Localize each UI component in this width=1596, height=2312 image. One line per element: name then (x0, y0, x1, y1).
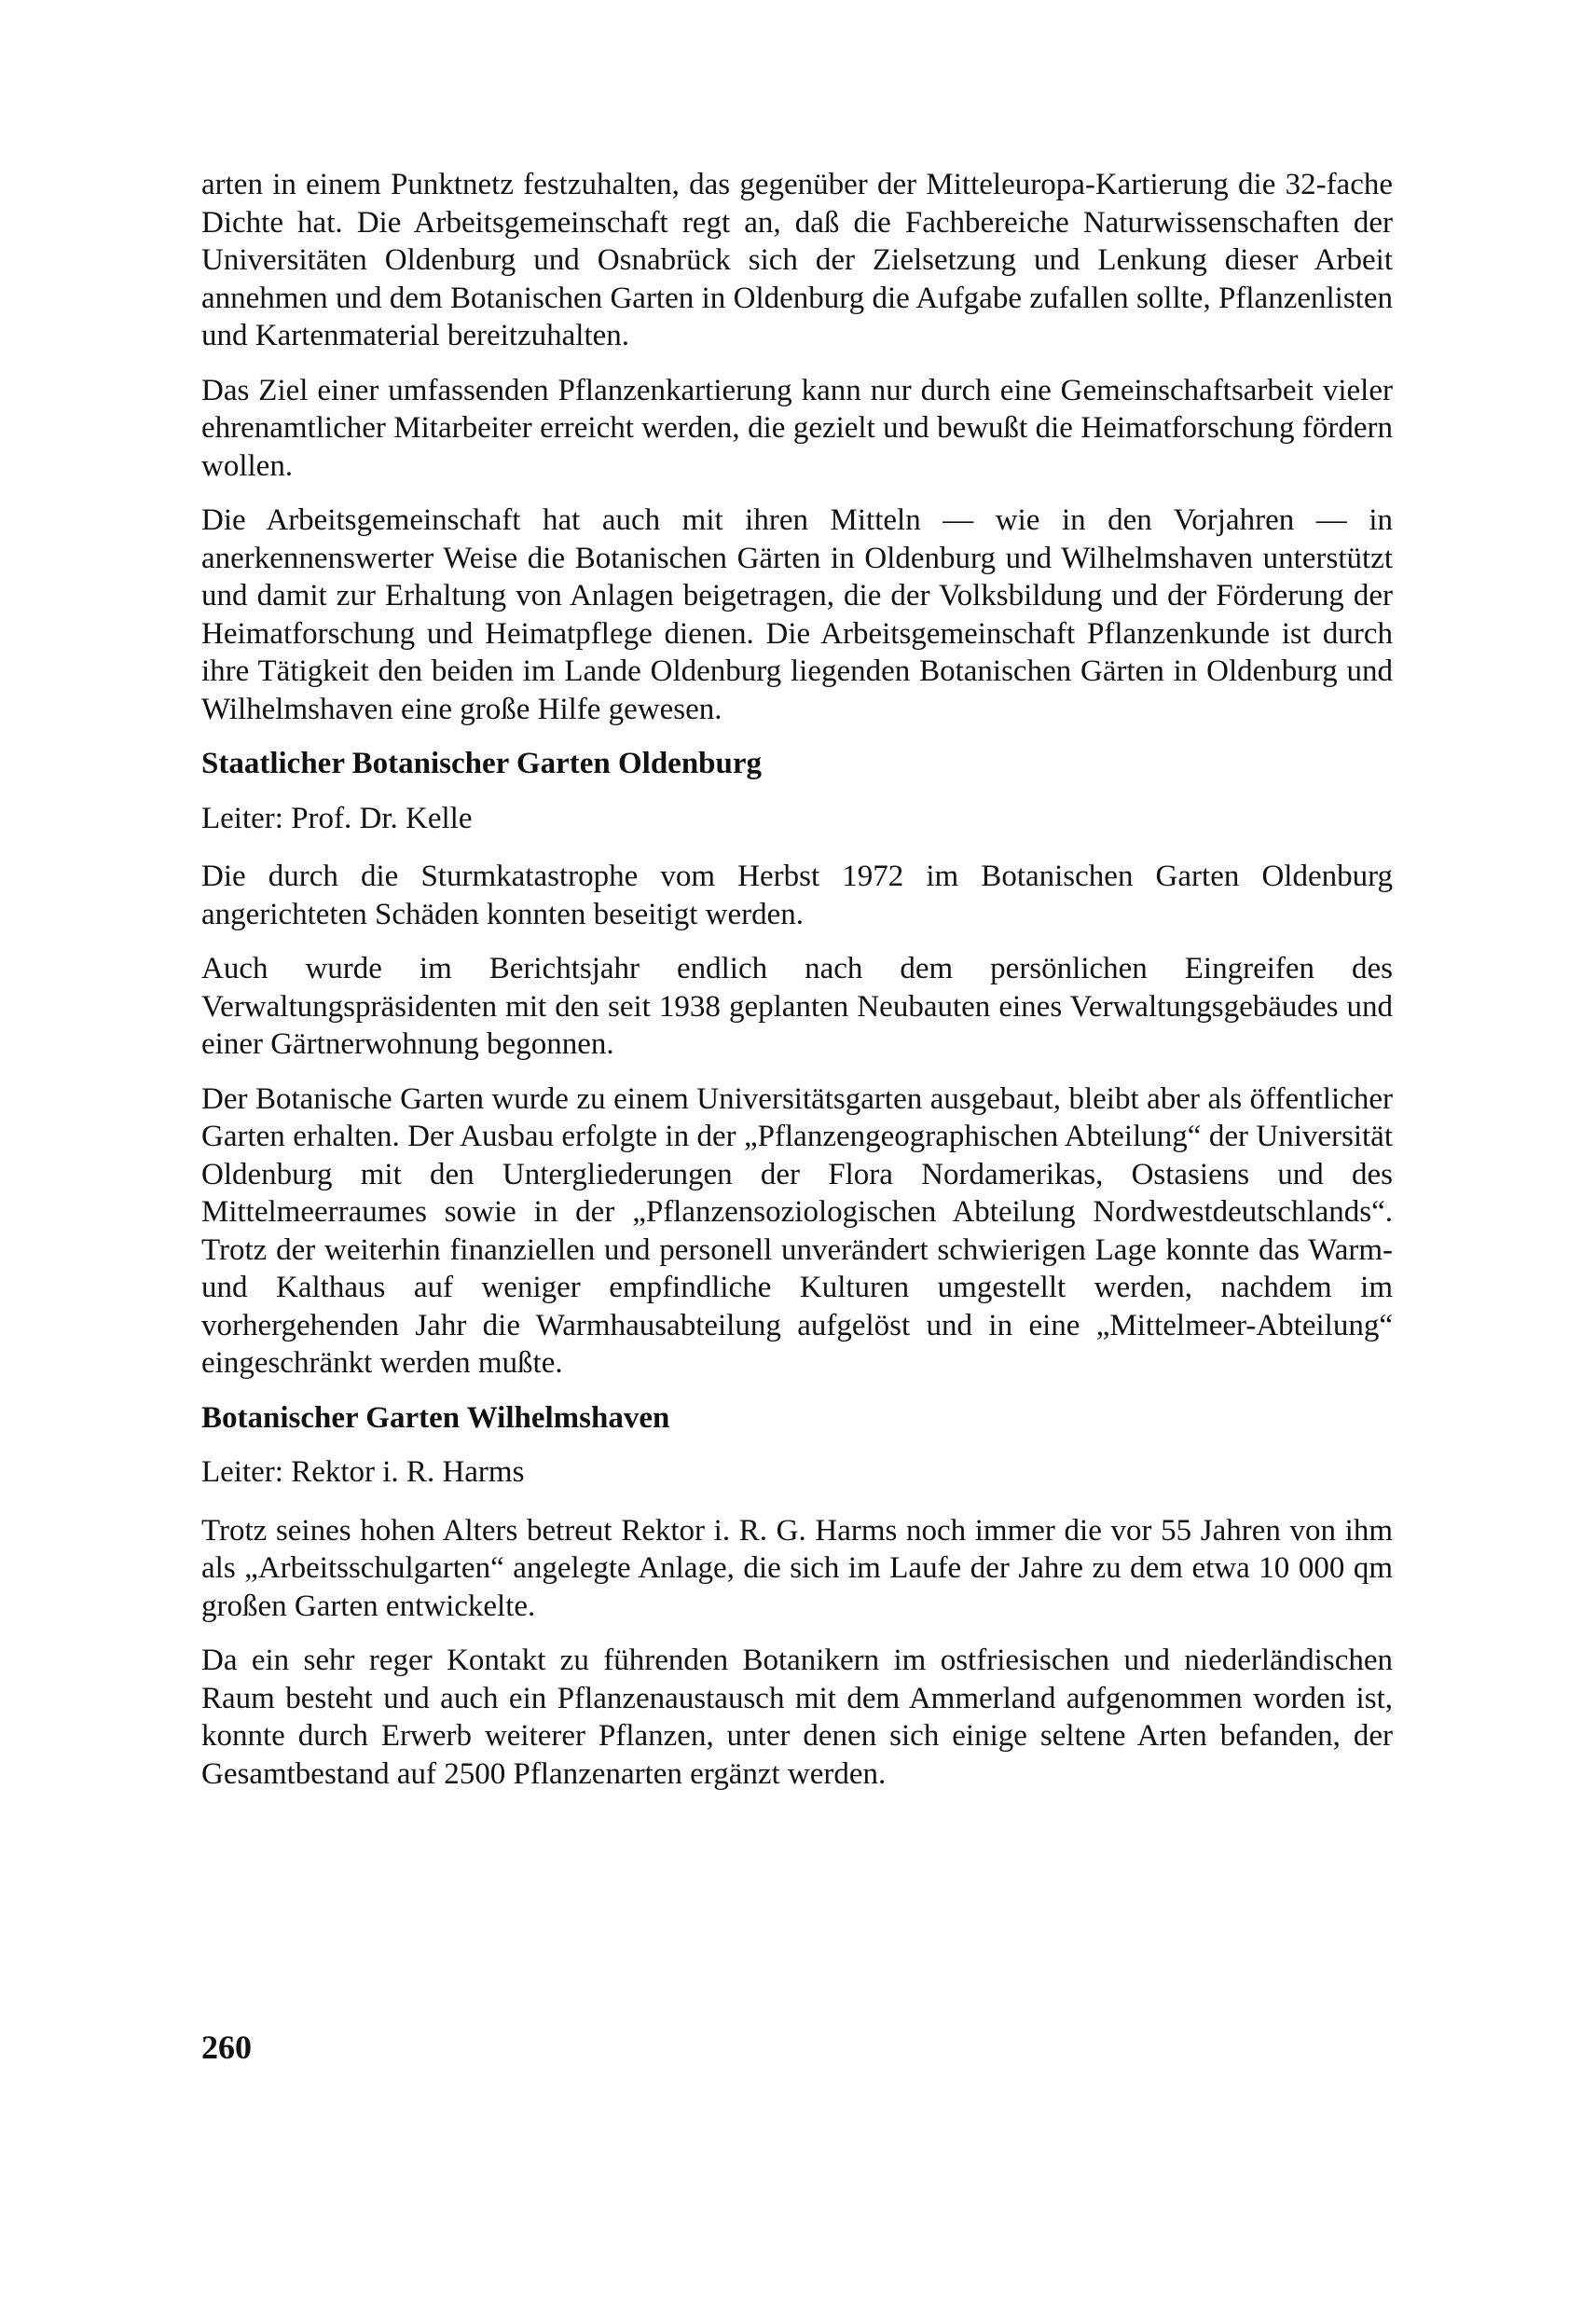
section-heading-wilhelmshaven: Botanischer Garten Wilhelmshaven (201, 1400, 670, 1435)
paragraph-3: Die Arbeitsgemeinschaft hat auch mit ihren Mitteln — wie in den Vorjahren — in anerkennenswerter Weise die Botanischen Gärten in Oldenburg und Wilhelmshaven unterstützt und damit zur Erhaltung von Anlagen beigetragen, die der Volksbildung und der Förderung der Heimatforschung und Heimatpflege dienen. Die Arbeitsgemeinschaft Pflanzenkunde ist durch ihre Tätigkeit den beiden im Lande Oldenburg liegenden Botanischen Gärten in Oldenburg und Wilhelmshaven eine große Hilfe gewesen. (201, 503, 1393, 726)
paragraph-1: arten in einem Punktnetz festzuhalten, das gegenüber der Mitteleuropa-Kartierung die 32-fache Dichte hat. Die Arbeitsgemeinschaft regt an, daß die Fachbereiche Naturwissenschaften der Universitäten Oldenburg und Osnabrück sich der Zielsetzung und Lenkung dieser Arbeit annehmen und dem Botanischen Garten in Oldenburg die Aufgabe zufallen sollte, Pflanzenlisten und Kartenmaterial bereitzuhalten. (201, 168, 1393, 352)
oldenburg-paragraph-2: Auch wurde im Berichtsjahr endlich nach dem persönlichen Eingreifen des Verwaltungspräsidenten mit den seit 1938 geplanten Neubauten eines Verwaltungsgebäudes und einer Gärtnerwohnung begonnen. (201, 952, 1393, 1061)
section-heading-oldenburg: Staatlicher Botanischer Garten Oldenburg (201, 747, 763, 780)
oldenburg-paragraph-1: Die durch die Sturmkatastrophe vom Herbst 1972 im Botanischen Garten Oldenburg angerichteten Schäden konnten beseitigt werden. (201, 860, 1393, 931)
page-body (201, 166, 1393, 1810)
oldenburg-paragraph-3: Der Botanische Garten wurde zu einem Universitätsgarten ausgebaut, bleibt aber als öffentlicher Garten erhalten. Der Ausbau erfolgte in der „Pflanzengeographischen Abteilung“ der Universität Oldenburg mit den Untergliederungen der Flora Nordamerikas, Ostasiens und des Mittelmeerraumes sowie in der „Pflanzensoziologischen Abteilung Nordwestdeutschlands“. Trotz der weiterhin finanziellen und personell unverändert schwierigen Lage konnte das Warm- und Kalthaus auf weniger empfindliche Kulturen umgestellt werden, nachdem im vorhergehenden Jahr die Warmhausabteilung aufgelöst und in eine „Mittelmeer-Abteilung“ eingeschränkt werden mußte. (201, 1081, 1393, 1380)
leiter-wilhelmshaven: Leiter: Rektor i. R. Harms (201, 1455, 525, 1489)
page-number: 260 (201, 2029, 252, 2066)
leiter-oldenburg: Leiter: Prof. Dr. Kelle (201, 801, 473, 835)
wilhelmshaven-paragraph-1: Trotz seines hohen Alters betreut Rektor i. R. G. Harms noch immer die vor 55 Jahren von ihm als „Arbeitsschulgarten“ angelegte Anlage, die sich im Laufe der Jahre zu dem etwa 10 000 qm großen Garten entwickelte. (201, 1513, 1393, 1623)
wilhelmshaven-paragraph-2: Da ein sehr reger Kontakt zu führenden Botanikern im ostfriesischen und niederländischen Raum besteht und auch ein Pflanzenaustausch mit dem Ammerland aufgenommen worden ist, konnte durch Erwerb weiterer Pflanzen, unter denen sich einige seltene Arten befanden, der Gesamtbestand auf 2500 Pflanzenarten ergänzt werden. (201, 1644, 1393, 1791)
paragraph-2: Das Ziel einer umfassenden Pflanzenkartierung kann nur durch eine Gemeinschaftsarbeit vieler ehrenamtlicher Mitarbeiter erreicht werden, die gezielt und bewußt die Heimatforschung fördern wollen. (201, 373, 1393, 483)
